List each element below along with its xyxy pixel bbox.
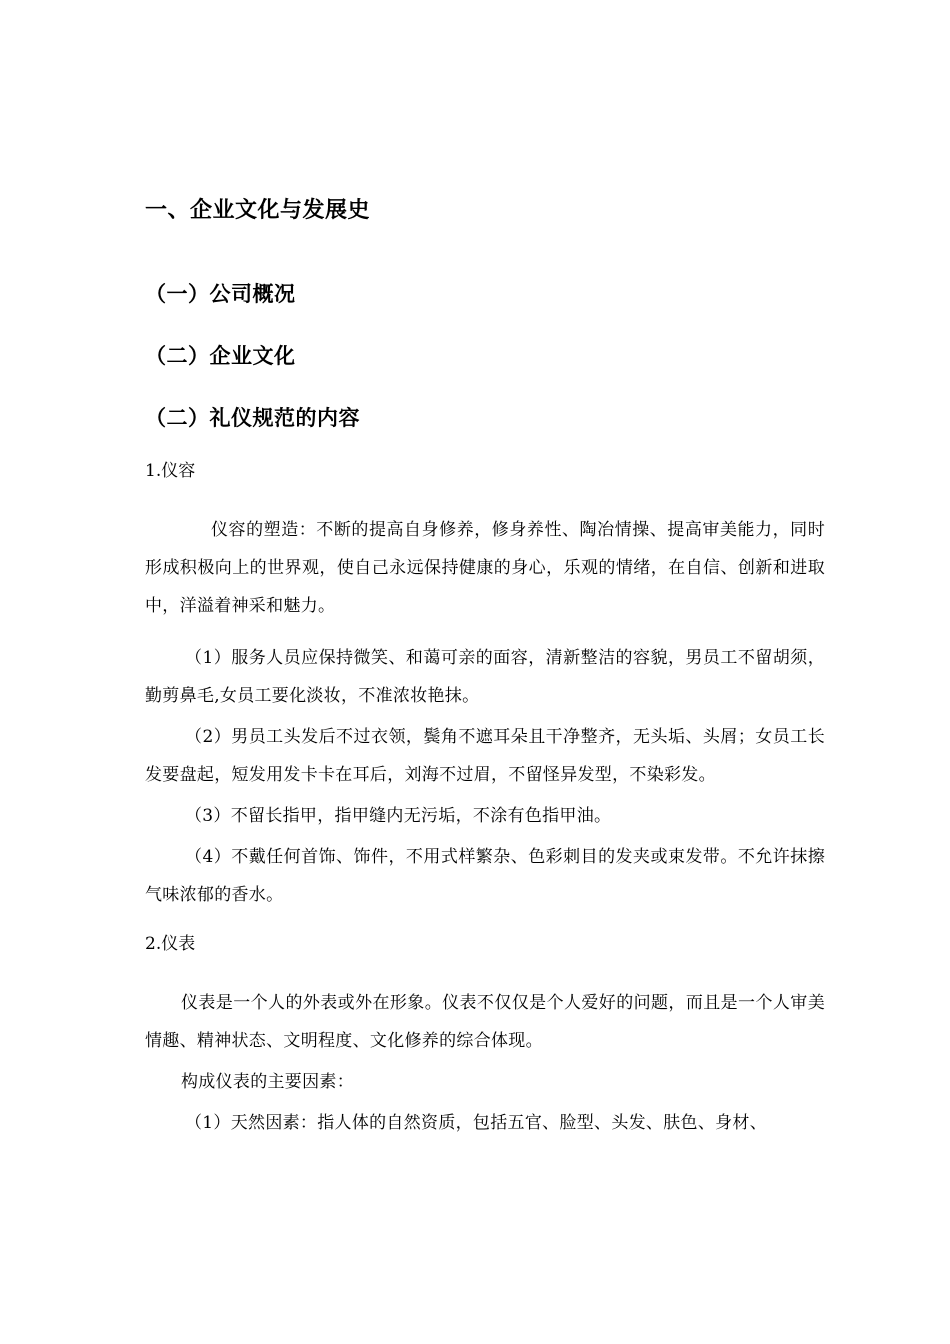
subheading-etiquette-norms: （二）礼仪规范的内容 xyxy=(145,406,360,430)
chapter-heading: 一、企业文化与发展史 xyxy=(145,198,371,223)
subheading-company-overview: （一）公司概况 xyxy=(145,282,296,306)
demeanor-intro-paragraph: 仪表是一个人的外表或外在形象。仪表不仅仅是个人爱好的问题，而且是一个人审美情趣、精神状态、文明程度、文化修养的综合体现。 xyxy=(145,993,825,1051)
section-title-appearance: 1.仪容 xyxy=(145,461,196,481)
demeanor-item-1: （1）天然因素：指人体的自然资质，包括五官、脸型、头发、肤色、身材、 xyxy=(185,1113,768,1133)
appearance-item-3: （3）不留长指甲，指甲缝内无污垢，不涂有色指甲油。 xyxy=(185,806,612,826)
appearance-item-2: （2）男员工头发后不过衣领，鬓角不遮耳朵且干净整齐，无头垢、头屑；女员工长发要盘起，短发用发卡卡在耳后，刘海不过眉，不留怪异发型，不染彩发。 xyxy=(145,727,825,785)
appearance-intro-paragraph: 仪容的塑造：不断的提高自身修养，修身养性、陶冶情操、提高审美能力，同时形成积极向上的世界观，使自己永远保持健康的身心，乐观的情绪，在自信、创新和进取中，洋溢着神采和魅力。 xyxy=(145,520,825,616)
section-title-demeanor: 2.仪表 xyxy=(145,934,196,954)
appearance-item-4: （4）不戴任何首饰、饰件，不用式样繁杂、色彩刺目的发夹或束发带。不允许抹擦气味浓郁的香水。 xyxy=(145,847,825,905)
document-body xyxy=(145,195,825,1145)
appearance-item-1: （1）服务人员应保持微笑、和蔼可亲的面容，清新整洁的容貌，男员工不留胡须，勤剪鼻毛,女员工要化淡妆，不准浓妆艳抹。 xyxy=(145,648,825,706)
subheading-corporate-culture: （二）企业文化 xyxy=(145,344,296,368)
demeanor-factors-label: 构成仪表的主要因素： xyxy=(181,1072,354,1092)
